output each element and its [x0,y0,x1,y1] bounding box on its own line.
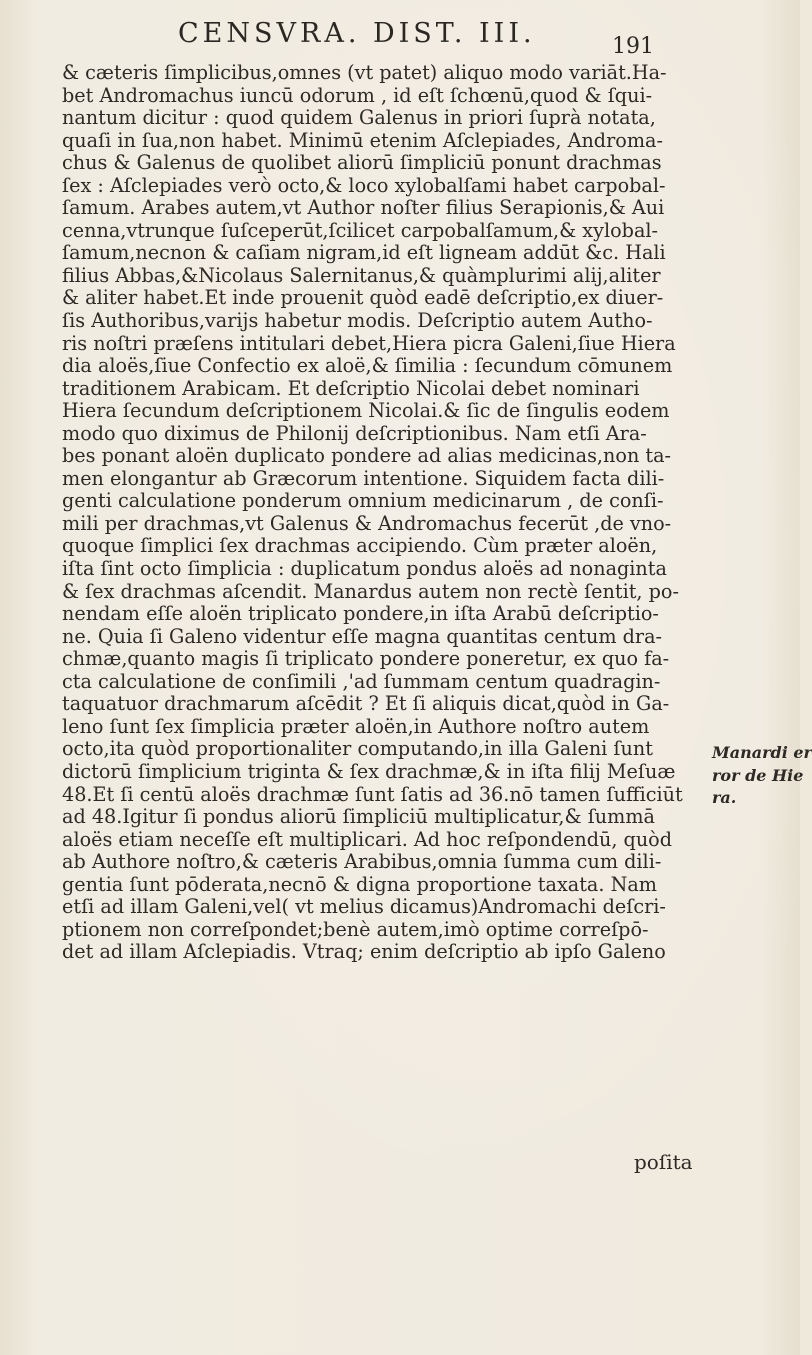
text-line: det ad illam Aſclepiadis. Vtraq; enim deſcriptio ab ipſo Galeno [62,940,666,964]
text-line: traditionem Arabicam. Et deſcriptio Nicolai debet nominari [62,376,640,400]
text-line: ſex : Aſclepiades verò octo,& loco xylobalſami habet carpobal- [62,173,666,197]
text-line: & cæteris ſimplicibus,omnes (vt patet) aliquo modo variāt.Ha- [62,61,667,84]
text-line: ris noſtri præſens intitulari debet,Hiera picra Galeni,ſiue Hiera [62,331,676,355]
text-line: ad 48.Igitur ſi pondus aliorū ſimpliciū multiplicatur,& ſummā [62,805,655,829]
text-line: ne. Quia ſi Galeno videntur eſſe magna quantitas centum dra- [62,624,662,648]
text-line: taquatuor drachmarum aſcēdit ? Et ſi aliquis dicat,quòd in Ga- [62,692,670,716]
text-line: nendam eſſe aloën triplicato pondere,in iſta Arabū deſcriptio- [62,602,659,626]
text-line: dictorū ſimplicium triginta & ſex drachmæ,& in iſta filij Meſuæ [62,759,676,783]
text-line: dia aloës,ſiue Confectio ex aloë,& ſimilia : ſecundum cōmunem [62,354,673,378]
text-line: bet Andromachus iuncū odorum , id eſt ſchœnū,quod & ſqui- [62,83,653,107]
text-line: chus & Galenus de quolibet aliorū ſimpliciū ponunt drachmas [62,151,662,175]
text-line: cta calculatione de conſimili ,'ad ſummam centum quadragin- [62,669,661,693]
text-line: filius Abbas,&Nicolaus Salernitanus,& quàmplurimi alij,aliter [62,263,661,287]
text-line: ſamum,necnon & caſiam nigram,id eſt ligneam addūt &c. Hali [62,241,666,265]
text-line: & aliter habet.Et inde prouenit quòd eadē deſcriptio,ex diuer- [62,286,664,310]
text-line: nantum dicitur : quod quidem Galenus in priori ſuprà notata, [62,106,656,130]
text-line: 48.Et ſi centū aloës drachmæ ſunt ſatis ad 36.nō tamen ſufficiūt [62,782,683,806]
text-line: leno ſunt ſex ſimplicia præter aloën,in Authore noſtro autem [62,714,650,738]
text-line: iſta ſint octo ſimplicia : duplicatum pondus aloës ad nonaginta [62,557,667,581]
text-line: etſi ad illam Galeni,vel( vt melius dicamus)Andromachi deſcri- [62,895,666,919]
page-number: 191 [612,34,654,59]
text-line: chmæ,quanto magis ſi triplicato pondere poneretur, ex quo fa- [62,647,670,671]
text-line: men elongantur ab Græcorum intentione. Siquidem facta dili- [62,466,665,490]
text-line: modo quo diximus de Philonij deſcriptionibus. Nam etſi Ara- [62,421,647,445]
margin-note-line: Manardi er [712,743,812,762]
text-line: aloës etiam neceſſe eſt multiplicari. Ad hoc reſpondendū, quòd [62,827,673,851]
text-line: & ſex drachmas aſcendit. Manardus autem non rectè ſentit, po- [62,579,679,603]
text-line: bes ponant aloën duplicato pondere ad alias medicinas,non ta- [62,444,672,468]
text-line: gentia ſunt pōderata,necnō & digna proportione taxata. Nam [62,872,657,896]
text-line: Hiera ſecundum deſcriptionem Nicolai.& ſic de ſingulis eodem [62,399,670,423]
body-text [62,62,702,964]
margin-note [712,742,812,810]
text-line: octo,ita quòd proportionaliter computando,in illa Galeni ſunt [62,737,653,761]
text-line: mili per drachmas,vt Galenus & Andromachus fecerūt ,de vno- [62,511,672,535]
text-line: ſis Authoribus,varijs habetur modis. Deſcriptio autem Autho- [62,309,653,333]
text-line: ptionem non correſpondet;benè autem,imò optime correſpō- [62,917,649,941]
text-line: quoque ſimplici ſex drachmas accipiendo. Cùm præter aloën, [62,534,658,558]
catchword: poſita [634,1150,693,1174]
text-line: quaſi in ſua,non habet. Minimū etenim Aſclepiades, Androma- [62,128,663,152]
text-line: ſamum. Arabes autem,vt Author noſter filius Serapionis,& Aui [62,196,665,220]
margin-note-line: ra. [712,788,737,807]
text-line: ab Authore noſtro,& cæteris Arabibus,omnia ſumma cum dili- [62,850,662,874]
running-head: CENSVRA. DIST. III. [178,18,536,49]
text-line: genti calculatione ponderum omnium medicinarum , de conſi- [62,489,664,513]
text-line: cenna,vtrunque ſuſceperūt,ſcilicet carpobalſamum,& xylobal- [62,218,659,242]
margin-note-line: ror de Hie [712,765,804,785]
